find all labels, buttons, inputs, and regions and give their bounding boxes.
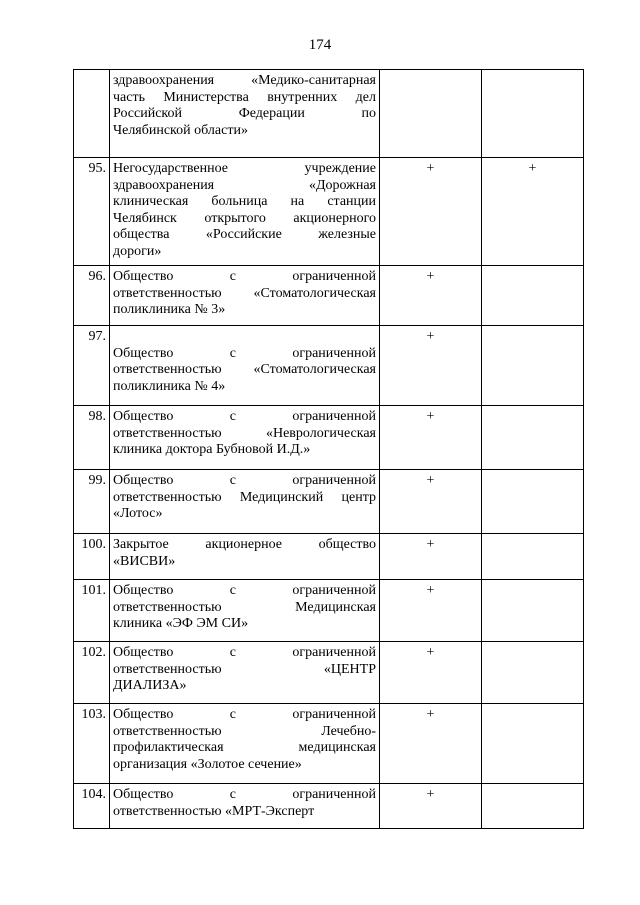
row-number: 98. [74, 406, 110, 470]
row-number: 104. [74, 784, 110, 829]
row-number: 101. [74, 580, 110, 642]
organization-name-line: здравоохранения «Дорожная [113, 177, 376, 193]
organization-name-line: «Лотос» [113, 506, 163, 521]
organization-name-line: организация «Золотое сечение» [113, 756, 302, 772]
organization-name [110, 406, 380, 470]
table-row [74, 158, 584, 266]
column-a-mark: + [380, 784, 482, 829]
column-a-mark: + [380, 470, 482, 534]
column-b-mark [482, 70, 584, 158]
table-row [74, 70, 584, 158]
table-row [74, 406, 584, 470]
table-row [74, 784, 584, 829]
organization-name-line: Закрытое акционерное общество [113, 537, 376, 552]
organization-name-line: ответственностью «ЦЕНТР [113, 661, 376, 677]
organization-name-line [113, 329, 376, 346]
organization-name [110, 158, 380, 266]
organization-name-line: общества «Российские железные [113, 227, 376, 242]
row-number: 100. [74, 534, 110, 580]
registry-body [74, 70, 584, 829]
table-row [74, 704, 584, 784]
column-b-mark [482, 534, 584, 580]
row-number: 102. [74, 642, 110, 704]
organization-name [110, 534, 380, 580]
organization-name-line: Общество с ограниченной [113, 269, 376, 284]
column-b-mark [482, 580, 584, 642]
organization-name-line: клиническая больница на станции [113, 194, 376, 209]
organization-name-line: Общество с ограниченной [113, 645, 376, 660]
row-number: 96. [74, 266, 110, 326]
row-number: 103. [74, 704, 110, 784]
column-a-mark: + [380, 580, 482, 642]
organization-name-line: клиника доктора Бубновой И.Д.» [113, 442, 311, 457]
column-a-mark: + [380, 266, 482, 326]
table-row [74, 470, 584, 534]
column-a-mark: + [380, 326, 482, 406]
organization-name [110, 784, 380, 829]
row-number [74, 70, 110, 158]
organization-name-line: Челябинск открытого акционерного [113, 210, 376, 226]
registry-table [73, 69, 584, 829]
organization-name-line: ответственностью «МРТ-Эксперт [113, 803, 315, 819]
row-number: 99. [74, 470, 110, 534]
organization-name-line: «ВИСВИ» [113, 553, 176, 569]
organization-name-line: Негосударственное учреждение [113, 161, 376, 176]
column-a-mark: + [380, 642, 482, 704]
column-b-mark [482, 326, 584, 406]
column-a-mark: + [380, 406, 482, 470]
row-number: 95. [74, 158, 110, 266]
organization-name-line: ответственностью Лечебно- [113, 723, 376, 739]
column-a-mark: + [380, 158, 482, 266]
column-a-mark: + [380, 704, 482, 784]
row-number: 97. [74, 326, 110, 406]
column-b-mark: + [482, 158, 584, 266]
page-number: 174 [308, 37, 332, 53]
organization-name [110, 704, 380, 784]
column-b-mark [482, 470, 584, 534]
organization-name-line: клиника «ЭФ ЭМ СИ» [113, 616, 249, 631]
organization-name-line: Челябинской области» [113, 122, 248, 138]
organization-name-line: Российской Федерации по [113, 106, 376, 121]
column-b-mark [482, 642, 584, 704]
organization-name-line: дороги» [113, 243, 162, 259]
table-row [74, 642, 584, 704]
organization-name-line: Общество с ограниченной [113, 583, 376, 598]
organization-name-line: ДИАЛИЗА» [113, 678, 187, 693]
organization-name-line: здравоохранения «Медико-санитарная [113, 73, 376, 88]
organization-name [110, 326, 380, 406]
organization-name-line: Общество с ограниченной [113, 707, 376, 722]
organization-name [110, 642, 380, 704]
organization-name-line: Общество с ограниченной [113, 409, 376, 424]
organization-name-line: профилактическая медицинская [113, 740, 376, 755]
column-b-mark [482, 266, 584, 326]
column-a-mark [380, 70, 482, 158]
organization-name-line: ответственностью «Стоматологическая [113, 285, 376, 301]
column-a-mark: + [380, 534, 482, 580]
organization-name-line: поликлиника № 3» [113, 302, 226, 317]
column-b-mark [482, 784, 584, 829]
table-row [74, 266, 584, 326]
organization-name [110, 470, 380, 534]
organization-name [110, 266, 380, 326]
organization-name-line: ответственностью «Стоматологическая [113, 362, 376, 377]
organization-name-line: Общество с ограниченной [113, 473, 376, 488]
table-row [74, 326, 584, 406]
organization-name [110, 580, 380, 642]
organization-name-line: часть Министерства внутренних дел [113, 89, 376, 105]
table-row [74, 534, 584, 580]
table-row [74, 580, 584, 642]
organization-name-line: ответственностью Медицинская [113, 599, 376, 615]
organization-name-line: Общество с ограниченной [113, 345, 376, 361]
organization-name [110, 70, 380, 158]
organization-name-line: Общество с ограниченной [113, 787, 376, 802]
organization-name-line: ответственностью «Неврологическая [113, 425, 376, 441]
organization-name-line: поликлиника № 4» [113, 378, 226, 394]
organization-name-line: ответственностью Медицинский центр [113, 489, 376, 505]
column-b-mark [482, 406, 584, 470]
column-b-mark [482, 704, 584, 784]
